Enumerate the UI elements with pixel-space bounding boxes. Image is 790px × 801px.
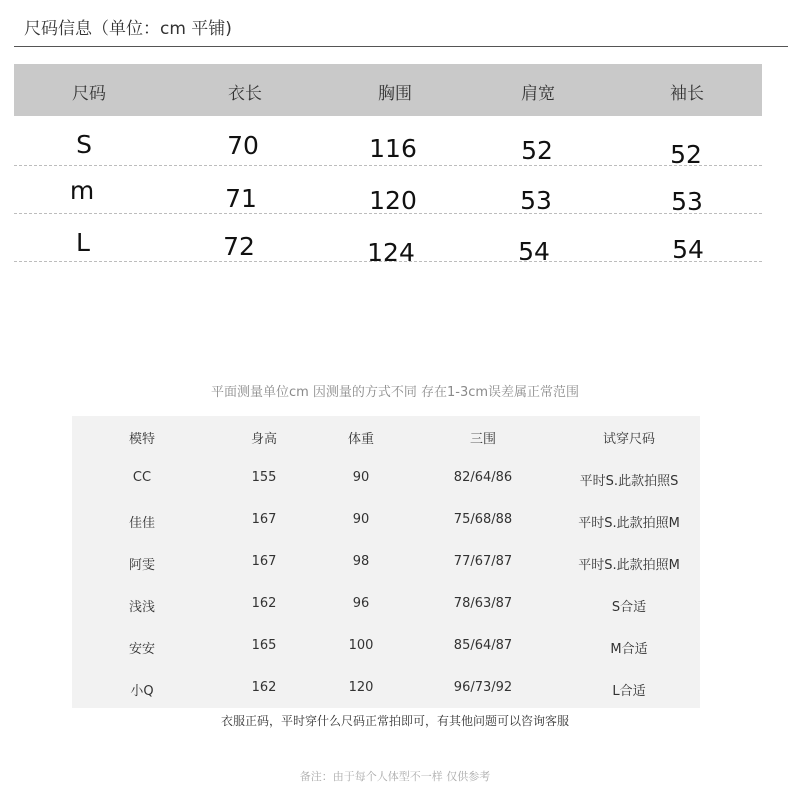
chest-cell: 124 xyxy=(367,238,415,267)
shoulder-cell: 54 xyxy=(518,237,550,266)
model-height: 167 xyxy=(251,512,277,527)
model-fit-size: 平时S.此款拍照M xyxy=(578,558,680,573)
table-row xyxy=(72,584,700,626)
model-weight: 98 xyxy=(352,554,370,569)
chest-cell: 116 xyxy=(369,134,417,163)
table-row xyxy=(72,500,700,542)
title-divider xyxy=(14,46,788,47)
model-name: 小Q xyxy=(130,684,154,699)
model-weight: 96 xyxy=(352,596,370,611)
model-weight: 90 xyxy=(352,470,370,485)
shoulder-cell: 52 xyxy=(521,136,553,165)
model-measurements: 96/73/92 xyxy=(453,680,513,695)
header-fit-size: 试穿尺码 xyxy=(602,432,656,447)
model-name: CC xyxy=(132,470,152,485)
model-measurements: 75/68/88 xyxy=(453,512,513,527)
model-name: 安安 xyxy=(128,642,156,657)
header-weight: 体重 xyxy=(347,432,375,447)
length-cell: 72 xyxy=(223,232,255,261)
model-height: 165 xyxy=(251,638,277,653)
sleeve-cell: 54 xyxy=(672,235,704,264)
model-height: 155 xyxy=(251,470,277,485)
size-advice: 衣服正码，平时穿什么尺码正常拍即可，有其他问题可以咨询客服 xyxy=(220,714,569,728)
size-cell: m xyxy=(69,176,95,205)
model-fit-size: 平时S.此款拍照S xyxy=(579,474,679,489)
model-weight: 100 xyxy=(348,638,374,653)
row-divider xyxy=(14,261,762,262)
size-row-s xyxy=(14,118,762,169)
model-measurements: 77/67/87 xyxy=(453,554,513,569)
model-fit-size: 平时S.此款拍照M xyxy=(578,516,680,531)
header-model: 模特 xyxy=(128,432,156,447)
model-fit-size: M合适 xyxy=(610,642,648,657)
table-row xyxy=(72,458,700,500)
model-table xyxy=(72,416,700,708)
model-measurements: 82/64/86 xyxy=(453,470,513,485)
size-cell: L xyxy=(76,228,90,257)
disclaimer: 备注：由于每个人体型不一样 仅供参考 xyxy=(299,770,491,783)
model-name: 浅浅 xyxy=(128,600,156,615)
header-size: 尺码 xyxy=(72,84,106,104)
measurement-note: 平面测量单位cm 因测量的方式不同 存在1-3cm误差属正常范围 xyxy=(210,385,580,400)
table-row xyxy=(72,626,700,668)
model-height: 162 xyxy=(251,680,277,695)
model-weight: 120 xyxy=(348,680,374,695)
header-height: 身高 xyxy=(250,432,278,447)
size-table-header xyxy=(14,64,762,116)
model-table-header xyxy=(72,416,700,458)
shoulder-cell: 53 xyxy=(520,186,552,215)
size-row-l xyxy=(14,214,762,267)
model-fit-size: L合适 xyxy=(612,684,646,699)
length-cell: 71 xyxy=(225,184,257,213)
table-row xyxy=(72,542,700,584)
header-length: 衣长 xyxy=(228,84,262,104)
header-measurements: 三围 xyxy=(469,432,497,447)
size-info-title: 尺码信息（单位：cm 平铺) xyxy=(24,19,232,39)
header-chest: 胸围 xyxy=(378,84,412,104)
header-shoulder: 肩宽 xyxy=(521,84,555,104)
sleeve-cell: 52 xyxy=(670,140,702,169)
sleeve-cell: 53 xyxy=(671,187,703,216)
length-cell: 70 xyxy=(227,131,259,160)
model-height: 162 xyxy=(251,596,277,611)
header-sleeve: 袖长 xyxy=(670,84,704,104)
model-name: 阿雯 xyxy=(128,558,156,573)
model-name: 佳佳 xyxy=(128,516,156,531)
model-height: 167 xyxy=(251,554,277,569)
model-fit-size: S合适 xyxy=(611,600,647,615)
model-measurements: 78/63/87 xyxy=(453,596,513,611)
size-cell: S xyxy=(76,130,92,159)
table-row xyxy=(72,668,700,710)
model-measurements: 85/64/87 xyxy=(453,638,513,653)
size-row-m xyxy=(14,166,762,214)
chest-cell: 120 xyxy=(369,186,417,215)
model-weight: 90 xyxy=(352,512,370,527)
